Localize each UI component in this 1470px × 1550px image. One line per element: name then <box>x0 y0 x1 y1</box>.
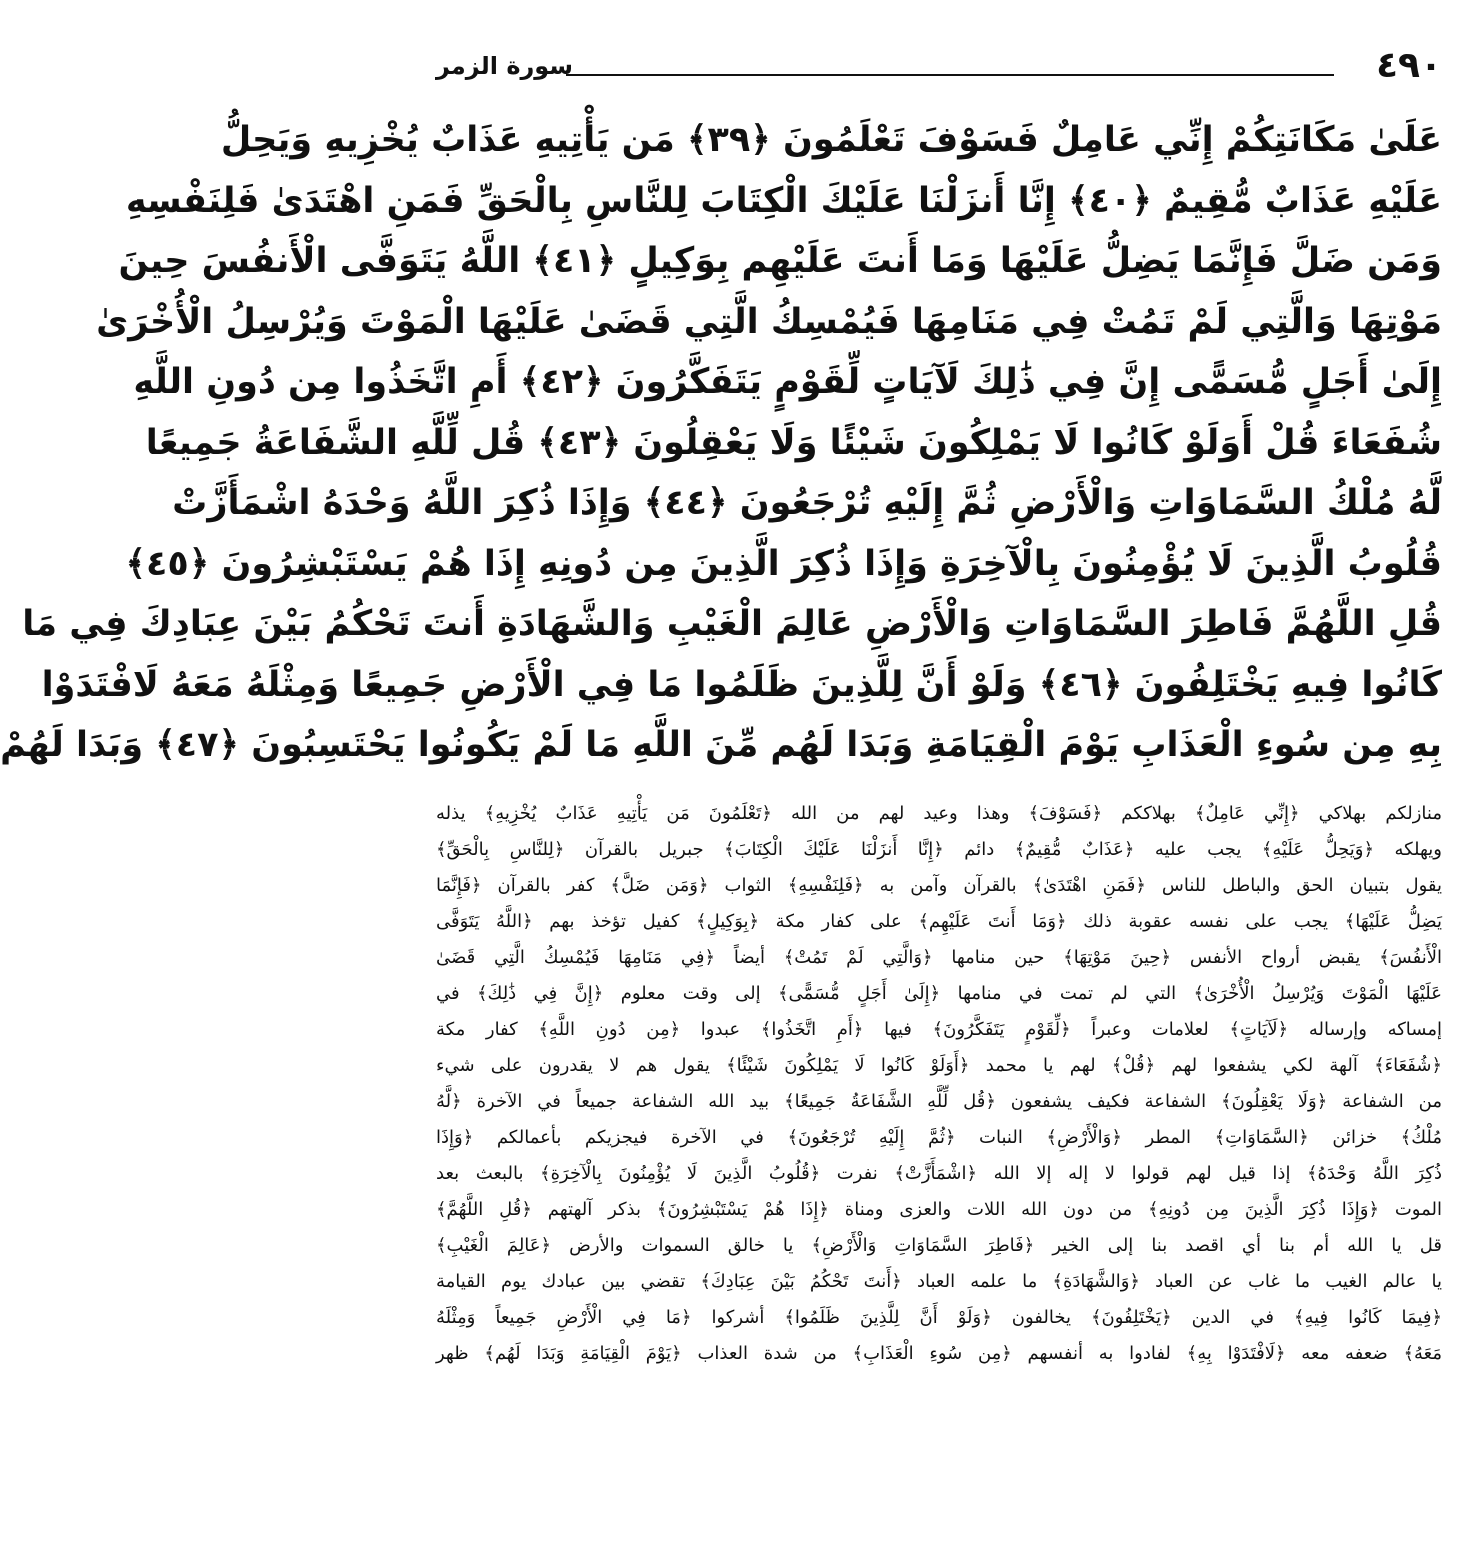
tafsir-line: إمساكه وإرساله ﴿لَآيَاتٍ﴾ لعلامات وعبراً ﴿لِّقَوْمٍ يَتَفَكَّرُونَ﴾ فيها ﴿أَمِ اتَّخَذُوا﴾ عبدوا ﴿مِن دُونِ اللَّهِ﴾ كفار مكة <box>436 1019 1442 1040</box>
quran-line: كَانُوا فِيهِ يَخْتَلِفُونَ ﴿٤٦﴾ وَلَوْ أَنَّ لِلَّذِينَ ظَلَمُوا مَا فِي الْأَرْضِ جَمِيعًا وَمِثْلَهُ مَعَهُ لَافْتَدَوْا <box>41 664 1442 705</box>
mushaf-page <box>0 45 1442 1516</box>
quran-line: إِلَىٰ أَجَلٍ مُّسَمًّى إِنَّ فِي ذَٰلِكَ لَآيَاتٍ لِّقَوْمٍ يَتَفَكَّرُونَ ﴿٤٢﴾ أَمِ اتَّخَذُوا مِن دُونِ اللَّهِ <box>133 362 1442 402</box>
tafsir-line: مُلْكُ﴾ خزائن ﴿السَّمَاوَاتِ﴾ المطر ﴿وَالْأَرْضِ﴾ النبات ﴿ثُمَّ إِلَيْهِ تُرْجَعُونَ﴾ في الآخرة فيجزيكم بأعمالكم ﴿وَإِذَا <box>436 1127 1442 1148</box>
tafsir-line: يا عالم الغيب ما غاب عن العباد ﴿وَالشَّهَادَةِ﴾ ما علمه العباد ﴿أَنتَ تَحْكُمُ بَيْنَ عِبَادِكَ﴾ تقضي بين عبادك يوم القيامة <box>436 1271 1442 1292</box>
tafsir-line: يَضِلُّ عَلَيْهَا﴾ يجب على نفسه عقوبة ذلك ﴿وَمَا أَنتَ عَلَيْهِم﴾ على كفار مكة ﴿بِوَكِيلٍ﴾ كفيل تؤخذ بهم ﴿اللَّهُ يَتَوَفَّى <box>436 911 1442 932</box>
quran-line: وَمَن ضَلَّ فَإِنَّمَا يَضِلُّ عَلَيْهَا وَمَا أَنتَ عَلَيْهِم بِوَكِيلٍ ﴿٤١﴾ اللَّهُ يَتَوَفَّى الْأَنفُسَ حِينَ <box>118 241 1442 281</box>
tafsir-line: مَعَهُ﴾ ضعفه معه ﴿لَافْتَدَوْا بِهِ﴾ لفادوا به أنفسهم ﴿مِن سُوءِ الْعَذَابِ﴾ من شدة العذاب ﴿يَوْمَ الْقِيَامَةِ وَبَدَا لَهُم﴾ ظهر <box>436 1343 1442 1364</box>
quran-line: بِهِ مِن سُوءِ الْعَذَابِ يَوْمَ الْقِيَامَةِ وَبَدَا لَهُم مِّنَ اللَّهِ مَا لَمْ يَكُونُوا يَحْتَسِبُونَ ﴿٤٧﴾ وَبَدَا لَهُمْ <box>0 725 1442 765</box>
tafsir-line: الْأَنفُسَ﴾ يقبض أرواح الأنفس ﴿حِينَ مَوْتِهَا﴾ حين منامها ﴿وَالَّتِي لَمْ تَمُتْ﴾ أيضاً ﴿فِي مَنَامِهَا فَيُمْسِكُ الَّتِي قَضَىٰ <box>436 947 1442 968</box>
header-rule <box>566 74 1334 76</box>
quran-line: شُفَعَاءَ قُلْ أَوَلَوْ كَانُوا لَا يَمْلِكُونَ شَيْئًا وَلَا يَعْقِلُونَ ﴿٤٣﴾ قُل لِّلَّهِ الشَّفَاعَةُ جَمِيعًا <box>145 422 1442 463</box>
tafsir-line: ﴿شُفَعَاءَ﴾ آلهة لكي يشفعوا لهم ﴿قُلْ﴾ لهم يا محمد ﴿أَوَلَوْ كَانُوا لَا يَمْلِكُونَ شَيْئًا﴾ يقول هم لا يقدرون على شيء <box>436 1055 1442 1076</box>
quran-line: عَلَيْهِ عَذَابٌ مُّقِيمٌ ﴿٤٠﴾ إِنَّا أَنزَلْنَا عَلَيْكَ الْكِتَابَ لِلنَّاسِ بِالْحَقِّ فَمَنِ اهْتَدَىٰ فَلِنَفْسِهِ <box>125 180 1442 221</box>
tafsir-line: من الشفاعة ﴿وَلَا يَعْقِلُونَ﴾ الشفاعة فكيف يشفعون ﴿قُل لِّلَّهِ الشَّفَاعَةُ جَمِيعًا﴾ بيد الله الشفاعة جميعاً في الآخرة ﴿لَّهُ <box>436 1091 1442 1112</box>
tafsir-line: عَلَيْهَا الْمَوْتَ وَيُرْسِلُ الْأُخْرَىٰ﴾ التي لم تمت في منامها ﴿إِلَىٰ أَجَلٍ مُّسَمًّى﴾ إلى وقت معلوم ﴿إِنَّ فِي ذَٰلِكَ﴾ في <box>436 983 1442 1004</box>
page-header <box>436 46 1442 106</box>
tafsir-line: الموت ﴿وَإِذَا ذُكِرَ الَّذِينَ مِن دُونِهِ﴾ من دون الله اللات والعزى ومناة ﴿إِذَا هُمْ يَسْتَبْشِرُونَ﴾ بذكر آلهتهم ﴿قُلِ اللَّهُمَّ﴾ <box>436 1199 1442 1220</box>
tafsir-line: ﴿فِيمَا كَانُوا فِيهِ﴾ في الدين ﴿يَخْتَلِفُونَ﴾ يخالفون ﴿وَلَوْ أَنَّ لِلَّذِينَ ظَلَمُوا﴾ أشركوا ﴿مَا فِي الْأَرْضِ جَمِيعاً وَمِثْلَهُ <box>436 1307 1442 1328</box>
tafsir-line: يقول بتبيان الحق والباطل للناس ﴿فَمَنِ اهْتَدَىٰ﴾ بالقرآن وآمن به ﴿فَلِنَفْسِهِ﴾ الثواب ﴿وَمَن ضَلَّ﴾ كفر بالقرآن ﴿فَإِنَّمَا <box>436 875 1442 896</box>
quran-line: عَلَىٰ مَكَانَتِكُمْ إِنِّي عَامِلٌ فَسَوْفَ تَعْلَمُونَ ﴿٣٩﴾ مَن يَأْتِيهِ عَذَابٌ يُخْزِيهِ وَيَحِلُّ <box>220 120 1442 160</box>
surah-name: سورة الزمر <box>436 52 573 80</box>
quran-line: مَوْتِهَا وَالَّتِي لَمْ تَمُتْ فِي مَنَامِهَا فَيُمْسِكُ الَّتِي قَضَىٰ عَلَيْهَا الْمَوْتَ وَيُرْسِلُ الْأُخْرَىٰ <box>96 301 1442 342</box>
quran-line: قُلُوبُ الَّذِينَ لَا يُؤْمِنُونَ بِالْآخِرَةِ وَإِذَا ذُكِرَ الَّذِينَ مِن دُونِهِ إِذَا هُمْ يَسْتَبْشِرُونَ ﴿٤٥﴾ <box>125 543 1442 584</box>
tafsir-line: ذُكِرَ اللَّهُ وَحْدَهُ﴾ إذا قيل لهم قولوا لا إله إلا الله ﴿اشْمَأَزَّتْ﴾ نفرت ﴿قُلُوبُ الَّذِينَ لَا يُؤْمِنُونَ بِالْآخِرَةِ﴾ بالبعث بعد <box>436 1163 1442 1184</box>
tafsir-line: قل يا الله أم بنا أي اقصد بنا إلى الخير ﴿فَاطِرَ السَّمَاوَاتِ وَالْأَرْضِ﴾ يا خالق السموات والأرض ﴿عَالِمَ الْغَيْبِ﴾ <box>436 1235 1442 1256</box>
quran-line: لَّهُ مُلْكُ السَّمَاوَاتِ وَالْأَرْضِ ثُمَّ إِلَيْهِ تُرْجَعُونَ ﴿٤٤﴾ وَإِذَا ذُكِرَ اللَّهُ وَحْدَهُ اشْمَأَزَّتْ <box>172 483 1442 523</box>
quran-line: قُلِ اللَّهُمَّ فَاطِرَ السَّمَاوَاتِ وَالْأَرْضِ عَالِمَ الْغَيْبِ وَالشَّهَادَةِ أَنتَ تَحْكُمُ بَيْنَ عِبَادِكَ فِي مَا <box>22 604 1442 644</box>
tafsir-line: ويهلكه ﴿وَيَحِلُّ عَلَيْهِ﴾ يجب عليه ﴿عَذَابٌ مُّقِيمٌ﴾ دائم ﴿إِنَّا أَنزَلْنَا عَلَيْكَ الْكِتَابَ﴾ جبريل بالقرآن ﴿لِلنَّاسِ بِالْحَقِّ﴾ <box>436 839 1442 860</box>
quran-text-block <box>0 110 1442 776</box>
tafsir-line: منازلكم بهلاكي ﴿إِنِّي عَامِلٌ﴾ بهلاككم ﴿فَسَوْفَ﴾ وهذا وعيد لهم من الله ﴿تَعْلَمُونَ مَن يَأْتِيهِ عَذَابٌ يُخْزِيهِ﴾ يذله <box>436 803 1442 824</box>
tafsir-text-block <box>436 796 1442 1372</box>
page-number: ٤٩٠ <box>1376 45 1442 86</box>
